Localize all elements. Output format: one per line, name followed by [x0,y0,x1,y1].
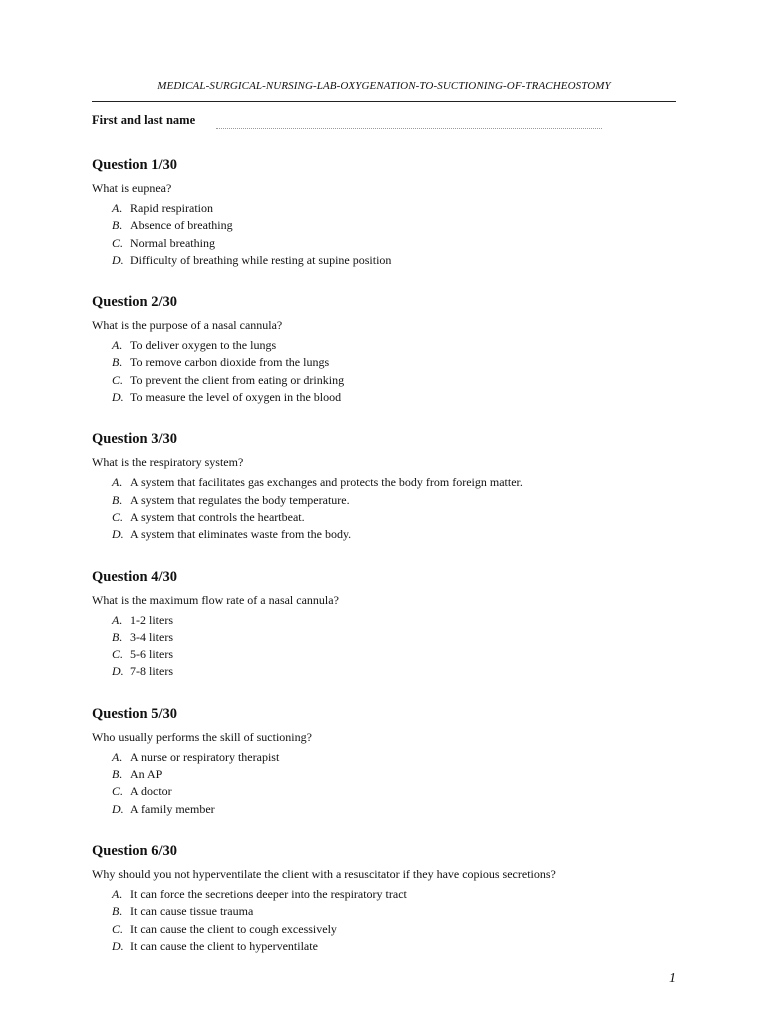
option-letter: D. [112,527,124,542]
option-letter: C. [112,921,124,936]
option-letter: B. [112,767,123,782]
header-divider [92,101,676,102]
answer-option-c[interactable] [92,372,682,389]
question-title: Question 5/30 [92,705,177,722]
answer-option-d[interactable] [92,389,682,406]
option-text: A system that facilitates gas exchanges and protects the body from foreign matter. [130,475,523,490]
option-text: A nurse or respiratory therapist [130,749,280,764]
name-field-row [92,113,612,133]
answer-options [92,612,682,681]
question-title: Question 3/30 [92,431,177,448]
question-5 [92,704,682,818]
option-letter: D. [112,801,124,816]
answer-option-a[interactable] [92,337,682,354]
document-header-title: MEDICAL-SURGICAL-NURSING-LAB-OXYGENATION-TO-SUCTIONING-OF-TRACHEOSTOMY [157,80,611,92]
option-letter: A. [112,749,123,764]
answer-option-d[interactable] [92,252,682,269]
question-title: Question 4/30 [92,568,177,585]
answer-options [92,749,682,818]
question-spacer [92,544,682,567]
option-letter: D. [112,938,124,953]
answer-option-a[interactable] [92,612,682,629]
option-letter: B. [112,904,123,919]
question-spacer [92,818,682,841]
question-text: Who usually performs the skill of suctioning? [92,729,312,744]
answer-option-b[interactable] [92,903,682,920]
question-title: Question 6/30 [92,842,177,859]
option-text: To remove carbon dioxide from the lungs [130,355,330,370]
option-text: 3-4 liters [130,629,173,644]
answer-option-c[interactable] [92,921,682,938]
option-letter: A. [112,612,123,627]
option-letter: B. [112,629,123,644]
question-3 [92,429,682,543]
option-letter: C. [112,372,124,387]
option-letter: C. [112,509,124,524]
question-spacer [92,269,682,292]
option-text: To deliver oxygen to the lungs [130,338,277,353]
option-text: Rapid respiration [130,201,213,215]
answer-option-d[interactable] [92,938,682,955]
answer-option-b[interactable] [92,629,682,646]
option-letter: B. [112,218,123,233]
answer-option-a[interactable] [92,474,682,491]
option-letter: A. [112,201,123,215]
option-letter: D. [112,252,124,267]
option-letter: A. [112,338,123,353]
answer-option-b[interactable] [92,217,682,234]
option-text: To measure the level of oxygen in the blood [130,390,342,405]
option-text: 5-6 liters [130,647,173,662]
option-text: It can cause the client to cough excessively [130,921,337,936]
question-text: What is eupnea? [92,181,172,195]
question-text: What is the purpose of a nasal cannula? [92,318,283,333]
answer-option-d[interactable] [92,801,682,818]
answer-option-b[interactable] [92,354,682,371]
option-text: Difficulty of breathing while resting at supine position [130,252,392,267]
option-text: It can force the secretions deeper into the respiratory tract [130,886,407,901]
answer-option-c[interactable] [92,509,682,526]
answer-options [92,474,682,543]
name-field-dotted-line[interactable] [216,128,602,129]
option-text: An AP [130,767,163,782]
answer-option-a[interactable] [92,749,682,766]
answer-option-c[interactable] [92,646,682,663]
option-text: A system that eliminates waste from the body. [130,527,352,542]
option-text: Normal breathing [130,235,215,250]
question-spacer [92,406,682,429]
option-text: A doctor [130,784,172,799]
option-text: It can cause tissue trauma [130,904,254,919]
question-title: Question 2/30 [92,294,177,311]
name-field-label: First and last name [92,113,196,127]
question-list [92,155,682,955]
question-6 [92,841,682,955]
answer-option-c[interactable] [92,783,682,800]
option-letter: D. [112,390,124,405]
answer-option-d[interactable] [92,663,682,680]
answer-options [92,200,682,269]
option-text: It can cause the client to hyperventilate [130,938,318,953]
question-text: What is the respiratory system? [92,455,244,470]
option-text: A system that regulates the body temperature. [130,492,350,507]
question-text: What is the maximum flow rate of a nasal cannula? [92,592,339,607]
option-text: Absence of breathing [130,218,233,233]
option-letter: A. [112,886,123,901]
question-4 [92,567,682,681]
answer-option-a[interactable] [92,886,682,903]
option-text: 7-8 liters [130,664,173,679]
question-title: Question 1/30 [92,157,177,173]
option-letter: C. [112,235,124,250]
answer-option-a[interactable] [92,200,682,217]
option-letter: A. [112,475,123,490]
answer-option-c[interactable] [92,235,682,252]
answer-option-d[interactable] [92,526,682,543]
option-letter: C. [112,647,124,662]
option-letter: D. [112,664,124,679]
question-1 [92,155,682,269]
answer-options [92,337,682,406]
option-text: A system that controls the heartbeat. [130,509,305,524]
answer-options [92,886,682,955]
option-letter: B. [112,492,123,507]
answer-option-b[interactable] [92,766,682,783]
option-text: 1-2 liters [130,612,173,627]
option-letter: C. [112,784,124,799]
question-spacer [92,681,682,704]
option-letter: B. [112,355,123,370]
option-text: To prevent the client from eating or drinking [130,372,345,387]
page-number: 1 [669,971,676,986]
option-text: A family member [130,801,215,816]
question-text: Why should you not hyperventilate the client with a resuscitator if they have copious secretions? [92,866,556,881]
question-2 [92,292,682,406]
answer-option-b[interactable] [92,492,682,509]
